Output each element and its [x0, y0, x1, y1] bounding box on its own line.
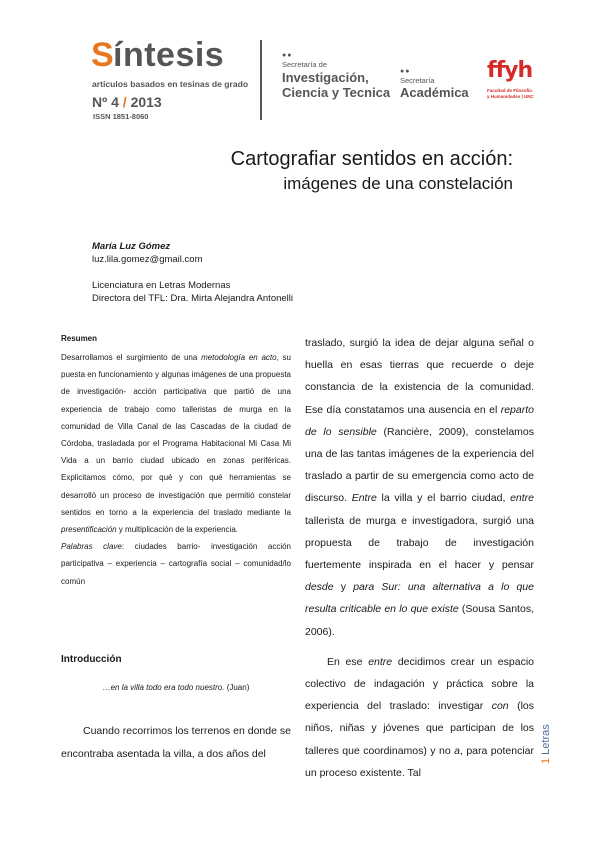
body-text: (Sousa Santos, 2006). [305, 603, 534, 638]
body-text: En ese [327, 655, 369, 668]
sec1-line1: Investigación, [282, 70, 369, 85]
body-emphasis: a [454, 744, 460, 757]
ffyh-line2: y Humanidades | UNC [487, 93, 534, 99]
keywords-text: : ciudades barrio- investigación acción participativa – experiencia – cartografía social – comunidad/lo común [61, 542, 291, 586]
issue-num: Nº 4 [92, 94, 119, 110]
keywords-label: Palabras clave [61, 542, 122, 552]
secretaria-investigacion-name [282, 70, 390, 100]
ffyh-caption [487, 88, 547, 99]
dots-icon: ●● [282, 52, 293, 59]
body-emphasis: desde [305, 581, 334, 594]
issue-number [92, 94, 162, 110]
secretaria-investigacion-small: Secretaría de [282, 60, 328, 69]
abstract-paragraph [61, 349, 291, 538]
body-text: , para potenciar un proceso existente. Tal [305, 744, 534, 779]
body-emphasis: entre [510, 492, 534, 505]
body-emphasis: Entre [351, 492, 377, 505]
author-degree: Licenciatura en Letras Modernas [92, 280, 231, 291]
abstract-heading: Resumen [61, 334, 98, 343]
article-subtitle: imágenes de una constelación [283, 174, 513, 193]
secretaria-academica-name: Académica [400, 85, 469, 100]
abstract-body [61, 349, 291, 590]
issue-separator: / [118, 94, 131, 110]
header-divider [260, 40, 262, 120]
body-text: y [333, 581, 354, 594]
body-paragraph [305, 651, 534, 784]
abstract-emphasis: presentificación [61, 525, 117, 535]
body-text: tallerista de murga e investigadora, surgió una propuesta de trabajo de investigación fuertemente inspirada en el hacer y pensar [305, 514, 534, 572]
section-name: Letras [540, 724, 552, 758]
epigraph-quote: …en la villa todo era todo nuestro. [102, 683, 225, 692]
body-text: la villa y el barrio ciudad, [376, 492, 511, 505]
keywords [61, 538, 291, 590]
abstract-text: , su puesta en funcionamiento y algunas imágenes de una propuesta de investigación- acción participativa que partió de una experiencia de trabajo como talleristas de murga en la comunidad de Villa Canal de las Cascadas de la ciudad de Córdoba, trasladada por el Programa Habitacional Mi Casa Mi Vida a un barrio ciudad ubicado en zonas periféricas. Explicitamos cómo, por qué y con qué herramientas se desarrolló un proceso de investigación que permitió constelar sentidos en torno a la experiencia del traslado mediante la [61, 353, 291, 517]
logo-wordmark: íntesis [113, 36, 225, 74]
dots-icon: ●● [400, 68, 411, 75]
body-text: (los niños, niñas y jóvenes que participan de los talleres que coordinamos) y no [305, 700, 535, 757]
body-text: decidimos crear un espacio colectivo de indagación y práctica sobre la experiencia del traslado: investigar [305, 655, 535, 713]
ffyh-line1: Facultad de Filosofía [487, 88, 532, 93]
page-number: 1 [540, 757, 552, 764]
body-emphasis: reparto de lo sensible [305, 403, 534, 438]
body-emphasis: Sur: una alternativa a lo que resulta criticable en lo que existe [305, 581, 534, 616]
body-emphasis: entre [368, 655, 393, 668]
intro-paragraph: Cuando recorrimos los terrenos en donde se encontraba asentada la villa, a dos años del [61, 725, 291, 760]
thesis-director: Directora del TFL: Dra. Mirta Alejandra Antonelli [92, 293, 293, 304]
abstract-text: y multiplicación de la experiencia. [116, 525, 238, 535]
body-text: traslado, surgió la idea de dejar alguna señal o huella en esas tierras que recuerde o deje constancia de la existencia de la comunidad. Ese día constatamos una ausencia en el [305, 337, 534, 416]
body-emphasis: para [353, 581, 375, 594]
secretaria-academica-small: Secretaría [400, 76, 435, 85]
author-email: luz.lila.gomez@gmail.com [92, 254, 203, 265]
body-paragraph [305, 332, 534, 643]
section-tag [540, 700, 556, 780]
section-tag-text [540, 724, 552, 764]
body-text: (Rancière, 2009), constelamos una de las tantas imágenes de la experiencia del traslado a partir de su emergencia como acto de discurso. [305, 425, 534, 505]
abstract-emphasis: metodología en acto [201, 353, 277, 362]
article-title: Cartografiar sentidos en acción: [230, 148, 513, 170]
abstract-text: Desarrollamos el surgimiento de una [61, 353, 202, 362]
ffyh-logo: ffyh [487, 58, 533, 83]
body-emphasis: con [491, 700, 509, 713]
sec1-line2: Ciencia y Tecnica [282, 85, 391, 100]
logo-initial: S [91, 36, 114, 74]
issue-year: 2013 [130, 94, 162, 110]
logo-tagline: artículos basados en tesinas de grado [92, 79, 249, 89]
issn: ISSN 1851-8060 [93, 112, 149, 121]
body-right-column [305, 332, 534, 784]
author-name: María Luz Gómez [92, 241, 171, 252]
intro-heading: Introducción [61, 654, 122, 665]
epigraph [61, 683, 291, 692]
epigraph-source: (Juan) [224, 683, 250, 692]
